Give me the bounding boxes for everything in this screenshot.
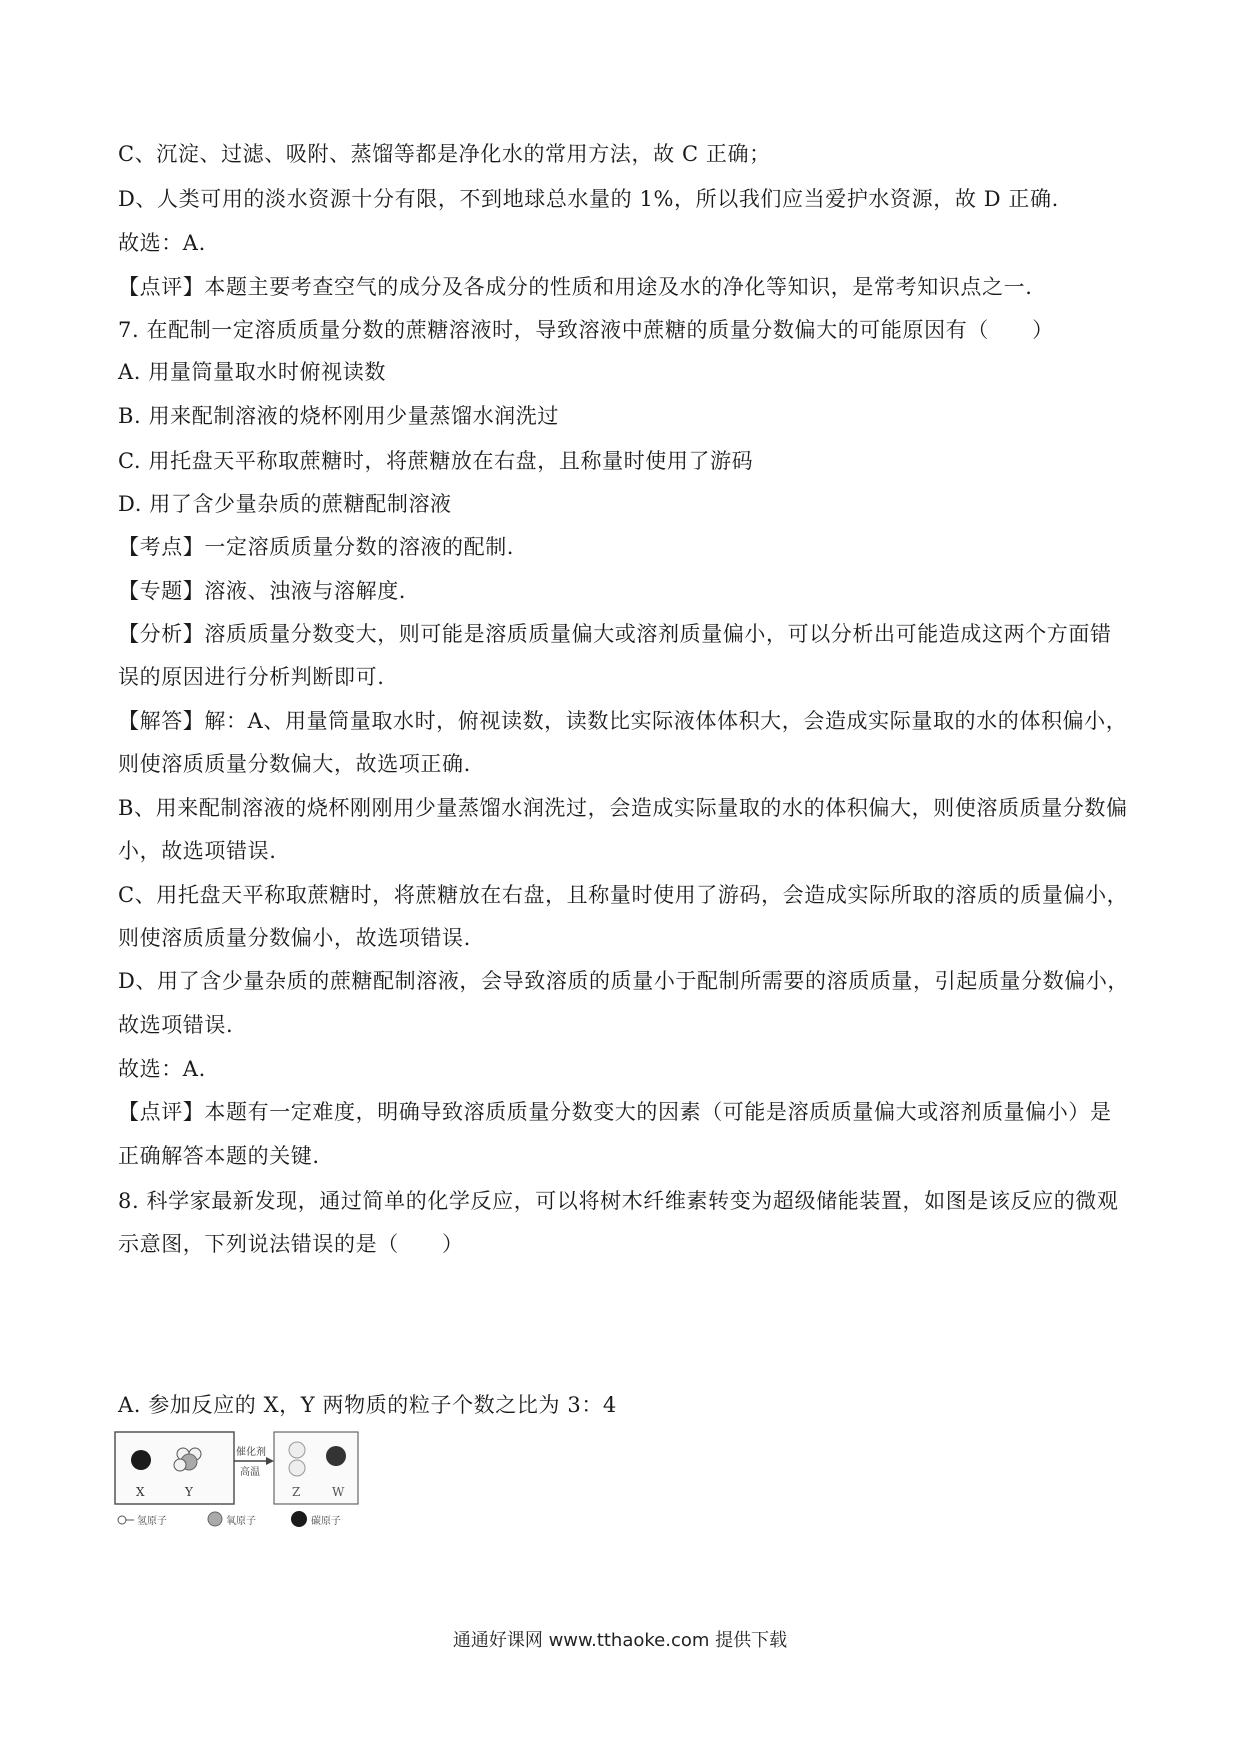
question-8-stem: 8. 科学家最新发现，通过简单的化学反应，可以将树木纤维素转变为超级储能装置，如图是该反应的微观 bbox=[118, 1189, 1119, 1213]
legend-carbon-icon bbox=[291, 1511, 307, 1527]
catalyst-label: 催化剂 bbox=[236, 1447, 266, 1458]
label-w: W bbox=[332, 1485, 345, 1499]
question-8-stem: 示意图，下列说法错误的是（ ） bbox=[118, 1232, 464, 1256]
comment-line: 【点评】本题主要考查空气的成分及各成分的性质和用途及水的净化等知识，是常考知识点之一. bbox=[118, 275, 1033, 299]
option-c: C. 用托盘天平称取蔗糖时，将蔗糖放在右盘，且称量时使用了游码 bbox=[118, 449, 754, 473]
analysis-line: 【分析】溶质质量分数变大，则可能是溶质质量偏大或溶剂质量偏小，可以分析出可能造成这两个方面错 bbox=[118, 622, 1112, 646]
legend-carbon-label: 碳原子 bbox=[311, 1516, 341, 1527]
answer-line: 故选项错误. bbox=[118, 1013, 234, 1037]
answer-line: 【解答】解：A、用量筒量取水时，俯视读数，读数比实际液体体积大，会造成实际量取的水的体积偏小， bbox=[118, 709, 1128, 733]
answer-line: 则使溶质质量分数偏小，故选项错误. bbox=[118, 926, 471, 950]
label-z: Z bbox=[292, 1485, 301, 1499]
option-a: A. 用量筒量取水时俯视读数 bbox=[118, 360, 386, 384]
key-point: 【考点】一定溶质质量分数的溶液的配制. bbox=[118, 535, 515, 559]
topic: 【专题】溶液、浊液与溶解度. bbox=[118, 579, 407, 603]
text-line: D、人类可用的淡水资源十分有限，不到地球总水量的 1%，所以我们应当爱护水资源，故 D 正确. bbox=[118, 187, 1059, 211]
answer-line: 小，故选项错误. bbox=[118, 839, 277, 863]
page-footer: 通通好课网 www.tthaoke.com 提供下载 bbox=[452, 1630, 788, 1651]
legend-hydrogen-icon bbox=[118, 1516, 126, 1524]
label-y: Y bbox=[185, 1485, 193, 1499]
answer-line: C、用托盘天平称取蔗糖时，将蔗糖放在右盘，且称量时使用了游码，会造成实际所取的溶质的质量偏小， bbox=[118, 883, 1129, 907]
answer-line: D、用了含少量杂质的蔗糖配制溶液，会导致溶质的质量小于配制所需要的溶质质量，引起质量分数偏小， bbox=[118, 969, 1130, 993]
option-b: B. 用来配制溶液的烧杯刚用少量蒸馏水润洗过 bbox=[118, 404, 559, 428]
text-line: 故选：A. bbox=[118, 231, 206, 255]
reaction-micro-diagram bbox=[114, 1422, 402, 1532]
label-x: X bbox=[136, 1485, 145, 1499]
nitrogen-molecule-atom bbox=[289, 1460, 305, 1476]
carbon-atom-x bbox=[131, 1450, 151, 1470]
legend-hydrogen-label: 氢原子 bbox=[137, 1516, 167, 1527]
nitrogen-molecule-atom bbox=[289, 1442, 305, 1458]
text-line: C、沉淀、过滤、吸附、蒸馏等都是净化水的常用方法，故 C 正确； bbox=[118, 142, 771, 166]
analysis-line: 误的原因进行分析判断即可. bbox=[118, 665, 385, 689]
comment-line: 【点评】本题有一定难度，明确导致溶质质量分数变大的因素（可能是溶质质量偏大或溶剂质量偏小）是 bbox=[118, 1100, 1112, 1124]
question-7-stem: 7. 在配制一定溶质质量分数的蔗糖溶液时，导致溶液中蔗糖的质量分数偏大的可能原因有（ ） bbox=[118, 318, 1054, 342]
hydrogen-atom bbox=[174, 1459, 186, 1471]
comment-line: 正确解答本题的关键. bbox=[118, 1144, 320, 1168]
answer-line: 则使溶质质量分数偏大，故选项正确. bbox=[118, 752, 471, 776]
option-a-q8: A. 参加反应的 X，Y 两物质的粒子个数之比为 3：4 bbox=[118, 1393, 617, 1417]
answer-line: B、用来配制溶液的烧杯刚刚用少量蒸馏水润洗过，会造成实际量取的水的体积偏大，则使溶质质量分数偏 bbox=[118, 796, 1128, 820]
condition-label: 高温 bbox=[240, 1467, 260, 1478]
legend-nitrogen-label: 氧原子 bbox=[226, 1516, 256, 1527]
option-d: D. 用了含少量杂质的蔗糖配制溶液 bbox=[118, 492, 452, 516]
methane-molecule bbox=[326, 1446, 346, 1466]
legend-nitrogen-icon bbox=[208, 1512, 222, 1526]
choice-line: 故选：A. bbox=[118, 1057, 206, 1081]
